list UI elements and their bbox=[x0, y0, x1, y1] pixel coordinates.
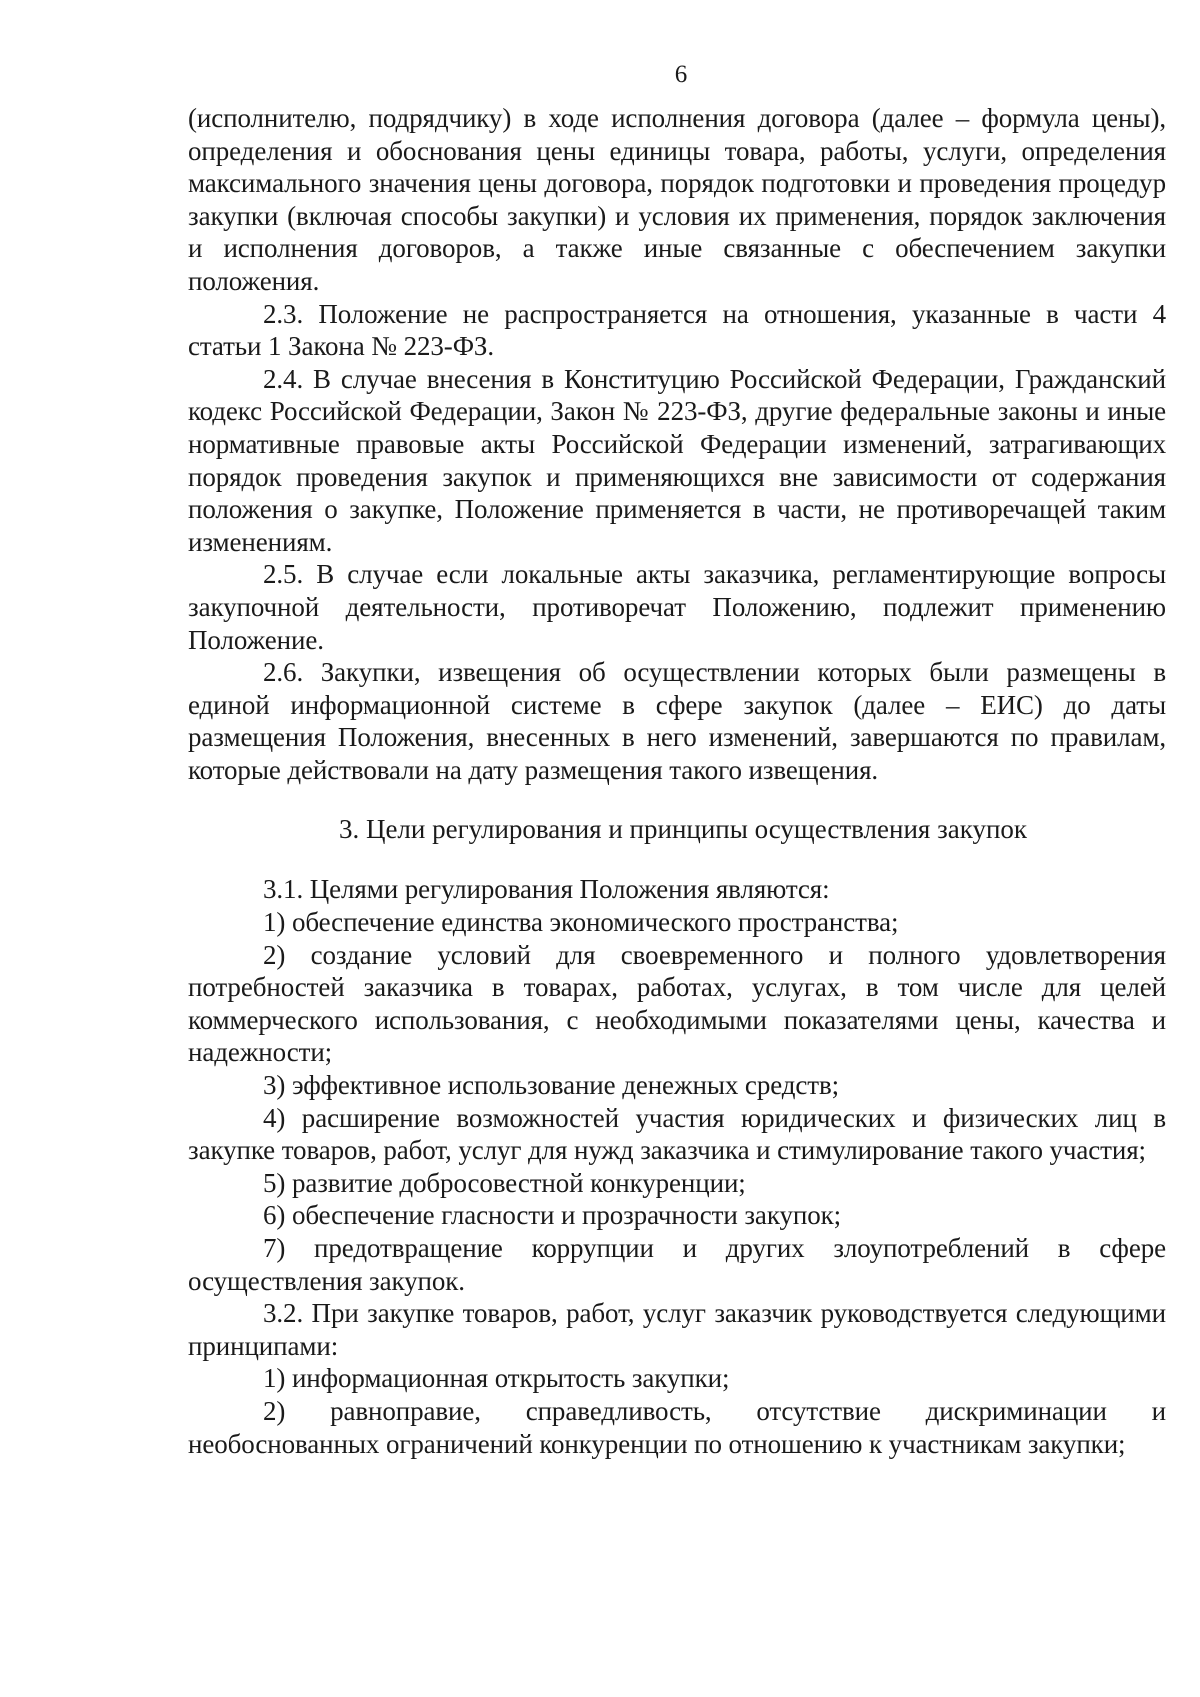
paragraph-3-1: 3.1. Целями регулирования Положения являются: bbox=[263, 874, 830, 905]
document-page bbox=[188, 60, 1166, 1680]
section-heading: 3. Цели регулирования и принципы осуществления закупок bbox=[338, 814, 1028, 845]
list-item-3-1-2: 2) создание условий для своевременного и полного удовлетворения потребностей заказчика в товарах, работах, услугах, в том числе для целей коммерческого использования, с необходимыми показателями цены, качества и надежности; bbox=[188, 939, 1166, 1068]
paragraph-3-2: 3.2. При закупке товаров, работ, услуг заказчик руководствуется следующими принципами: bbox=[188, 1298, 1166, 1361]
list-item-3-1-1: 1) обеспечение единства экономического пространства; bbox=[263, 907, 899, 938]
page-number: 6 bbox=[674, 61, 688, 88]
list-item-3-2-1: 1) информационная открытость закупки; bbox=[263, 1363, 730, 1394]
paragraph-2-6: 2.6. Закупки, извещения об осуществлении которых были размещены в единой информационной системе в сфере закупок (далее – ЕИС) до даты размещения Положения, внесенных в него изменений, завершаются по правилам, которые действовали на дату размещения такого извещения. bbox=[188, 657, 1166, 785]
paragraph-2-3: 2.3. Положение не распространяется на отношения, указанные в части 4 статьи 1 Закона № 223-ФЗ. bbox=[188, 298, 1166, 362]
paragraph-2-5: 2.5. В случае если локальные акты заказчика, регламентирующие вопросы закупочной деятельности, противоречат Положению, подлежит применению Положение. bbox=[188, 559, 1166, 655]
paragraph-2-4: 2.4. В случае внесения в Конституцию Российской Федерации, Гражданский кодекс Российской Федерации, Закон № 223-ФЗ, другие федеральные законы и иные нормативные правовые акты Российской Федерации изменений, затрагивающих порядок проведения закупок и применяющихся вне зависимости от содержания положения о закупке, Положение применяется в части, не противоречащей таким изменениям. bbox=[188, 363, 1166, 557]
list-item-3-1-5: 5) развитие добросовестной конкуренции; bbox=[263, 1167, 746, 1198]
list-item-3-1-6: 6) обеспечение гласности и прозрачности закупок; bbox=[263, 1200, 842, 1231]
paragraph-continuation: (исполнителю, подрядчику) в ходе исполнения договора (далее – формула цены), определения и обоснования цены единицы товара, работы, услуги, определения максимального значения цены договора, порядок подготовки и проведения процедур закупки (включая способы закупки) и условия их применения, порядок заключения и исполнения договоров, а также иные связанные с обеспечением закупки положения. bbox=[188, 103, 1166, 296]
list-item-3-1-3: 3) эффективное использование денежных средств; bbox=[263, 1070, 840, 1101]
list-item-3-1-7: 7) предотвращение коррупции и других злоупотреблений в сфере осуществления закупок. bbox=[188, 1233, 1166, 1296]
list-item-3-1-4: 4) расширение возможностей участия юридических и физических лиц в закупке товаров, работ, услуг для нужд заказчика и стимулирование такого участия; bbox=[188, 1102, 1166, 1166]
list-item-3-2-2: 2) равноправие, справедливость, отсутствие дискриминации и необоснованных ограничений конкуренции по отношению к участникам закупки; bbox=[188, 1395, 1166, 1459]
